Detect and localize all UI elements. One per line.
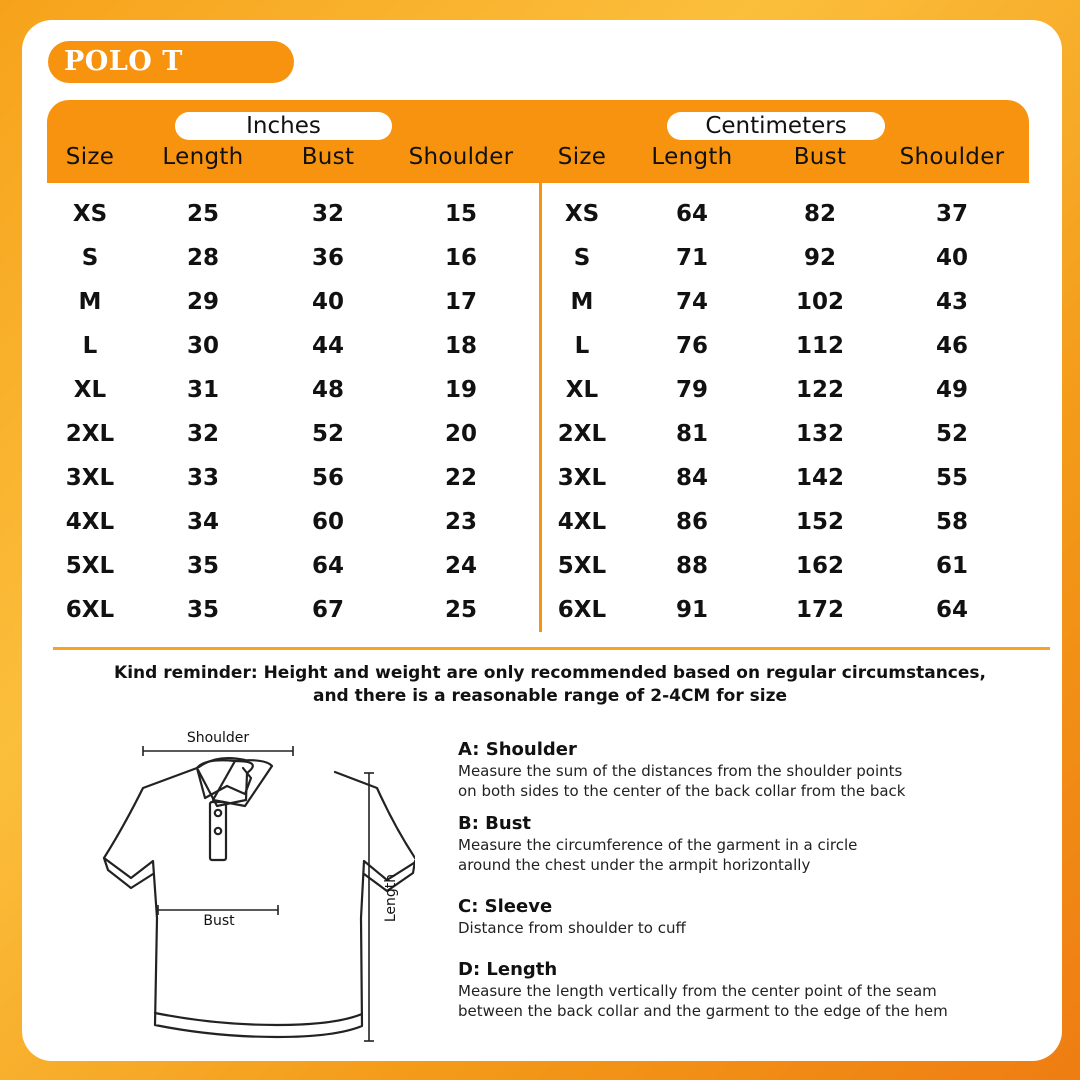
section-divider <box>53 647 1050 650</box>
table-cell: 172 <box>795 597 845 623</box>
table-cell: 22 <box>444 465 478 491</box>
table-cell: 82 <box>803 201 837 227</box>
table-cell: S <box>81 245 99 271</box>
table-cell: M <box>570 289 594 315</box>
table-cell: XS <box>564 201 600 227</box>
note-title: C: Sleeve <box>458 896 553 917</box>
table-cell: 49 <box>935 377 969 403</box>
note-text: around the chest under the armpit horizontally <box>458 856 811 874</box>
table-row <box>0 245 1080 275</box>
table-cell: 67 <box>311 597 345 623</box>
column-header-centimeters: Shoulder <box>899 144 1005 170</box>
table-cell: 74 <box>675 289 709 315</box>
note-title: A: Shoulder <box>458 739 577 760</box>
table-row <box>0 553 1080 583</box>
table-cell: 25 <box>444 597 478 623</box>
table-cell: 4XL <box>65 509 115 535</box>
reminder-line-2: and there is a reasonable range of 2-4CM for size <box>312 686 788 706</box>
table-cell: 3XL <box>557 465 607 491</box>
column-header-inches: Length <box>162 144 244 170</box>
table-cell: 23 <box>444 509 478 535</box>
table-cell: 5XL <box>557 553 607 579</box>
table-cell: 55 <box>935 465 969 491</box>
table-cell: L <box>574 333 590 359</box>
column-header-centimeters: Size <box>557 144 607 170</box>
table-row <box>0 289 1080 319</box>
table-cell: 56 <box>311 465 345 491</box>
table-cell: 2XL <box>557 421 607 447</box>
table-cell: 19 <box>444 377 478 403</box>
note-text: between the back collar and the garment to the edge of the hem <box>458 1002 948 1020</box>
table-cell: 3XL <box>65 465 115 491</box>
table-cell: 122 <box>795 377 845 403</box>
table-cell: XS <box>72 201 108 227</box>
polo-shirt-diagram <box>95 728 415 1048</box>
table-cell: 91 <box>675 597 709 623</box>
note-text: Measure the circumference of the garment in a circle <box>458 836 858 854</box>
table-cell: 46 <box>935 333 969 359</box>
table-cell: 31 <box>186 377 220 403</box>
note-title: D: Length <box>458 959 558 980</box>
table-cell: 71 <box>675 245 709 271</box>
table-cell: 52 <box>935 421 969 447</box>
note-shoulder <box>458 739 1038 801</box>
table-cell: 48 <box>311 377 345 403</box>
table-cell: 81 <box>675 421 709 447</box>
note-text: Measure the length vertically from the center point of the seam <box>458 982 937 1000</box>
table-cell: 61 <box>935 553 969 579</box>
table-cell: XL <box>565 377 599 403</box>
table-cell: 5XL <box>65 553 115 579</box>
table-cell: 44 <box>311 333 345 359</box>
table-cell: 35 <box>186 597 220 623</box>
note-bust <box>458 813 1038 875</box>
table-row <box>0 377 1080 407</box>
unit-label-inches: Inches <box>175 112 392 140</box>
table-cell: XL <box>73 377 107 403</box>
table-cell: 32 <box>311 201 345 227</box>
note-text: Measure the sum of the distances from the shoulder points <box>458 762 903 780</box>
table-cell: 28 <box>186 245 220 271</box>
table-row <box>0 421 1080 451</box>
button-bottom <box>215 828 221 834</box>
table-cell: 29 <box>186 289 220 315</box>
table-row <box>0 597 1080 627</box>
table-cell: 112 <box>795 333 845 359</box>
column-header-inches: Bust <box>301 144 355 170</box>
table-cell: 37 <box>935 201 969 227</box>
table-cell: L <box>82 333 98 359</box>
table-cell: 25 <box>186 201 220 227</box>
table-cell: 88 <box>675 553 709 579</box>
table-cell: 152 <box>795 509 845 535</box>
table-cell: 2XL <box>65 421 115 447</box>
table-cell: 33 <box>186 465 220 491</box>
table-cell: 6XL <box>557 597 607 623</box>
table-cell: 64 <box>935 597 969 623</box>
table-cell: M <box>78 289 102 315</box>
table-cell: 142 <box>795 465 845 491</box>
column-header-centimeters: Bust <box>793 144 847 170</box>
button-top <box>215 810 221 816</box>
table-cell: 6XL <box>65 597 115 623</box>
table-row <box>0 465 1080 495</box>
note-text: on both sides to the center of the back collar from the back <box>458 782 906 800</box>
table-cell: 79 <box>675 377 709 403</box>
table-cell: 34 <box>186 509 220 535</box>
table-cell: S <box>573 245 591 271</box>
diagram-label-bust: Bust <box>203 913 235 929</box>
note-title: B: Bust <box>458 813 532 834</box>
table-cell: 36 <box>311 245 345 271</box>
table-cell: 162 <box>795 553 845 579</box>
table-cell: 64 <box>675 201 709 227</box>
table-cell: 86 <box>675 509 709 535</box>
table-cell: 4XL <box>557 509 607 535</box>
table-cell: 16 <box>444 245 478 271</box>
table-cell: 35 <box>186 553 220 579</box>
kind-reminder <box>60 662 1040 708</box>
table-cell: 64 <box>311 553 345 579</box>
table-cell: 58 <box>935 509 969 535</box>
table-cell: 30 <box>186 333 220 359</box>
table-row <box>0 201 1080 231</box>
page-title: POLO T <box>48 41 294 83</box>
note-sleeve <box>458 896 1038 938</box>
table-cell: 52 <box>311 421 345 447</box>
table-cell: 24 <box>444 553 478 579</box>
diagram-label-shoulder: Shoulder <box>186 730 250 746</box>
table-cell: 84 <box>675 465 709 491</box>
column-header-inches: Shoulder <box>408 144 514 170</box>
table-cell: 32 <box>186 421 220 447</box>
column-header-centimeters: Length <box>651 144 733 170</box>
note-length <box>458 959 1038 1021</box>
note-text: Distance from shoulder to cuff <box>458 919 686 937</box>
table-row <box>0 509 1080 539</box>
table-cell: 18 <box>444 333 478 359</box>
reminder-line-1: Kind reminder: Height and weight are only recommended based on regular circumstances, <box>114 663 986 683</box>
table-cell: 17 <box>444 289 478 315</box>
unit-label-centimeters: Centimeters <box>667 112 885 140</box>
table-cell: 102 <box>795 289 845 315</box>
table-row <box>0 333 1080 363</box>
table-cell: 132 <box>795 421 845 447</box>
diagram-label-length: Length <box>383 873 399 923</box>
table-cell: 60 <box>311 509 345 535</box>
table-cell: 20 <box>444 421 478 447</box>
table-cell: 40 <box>935 245 969 271</box>
table-cell: 76 <box>675 333 709 359</box>
table-cell: 43 <box>935 289 969 315</box>
collar-left <box>197 760 253 806</box>
column-header-inches: Size <box>65 144 115 170</box>
table-cell: 15 <box>444 201 478 227</box>
table-cell: 92 <box>803 245 837 271</box>
table-cell: 40 <box>311 289 345 315</box>
